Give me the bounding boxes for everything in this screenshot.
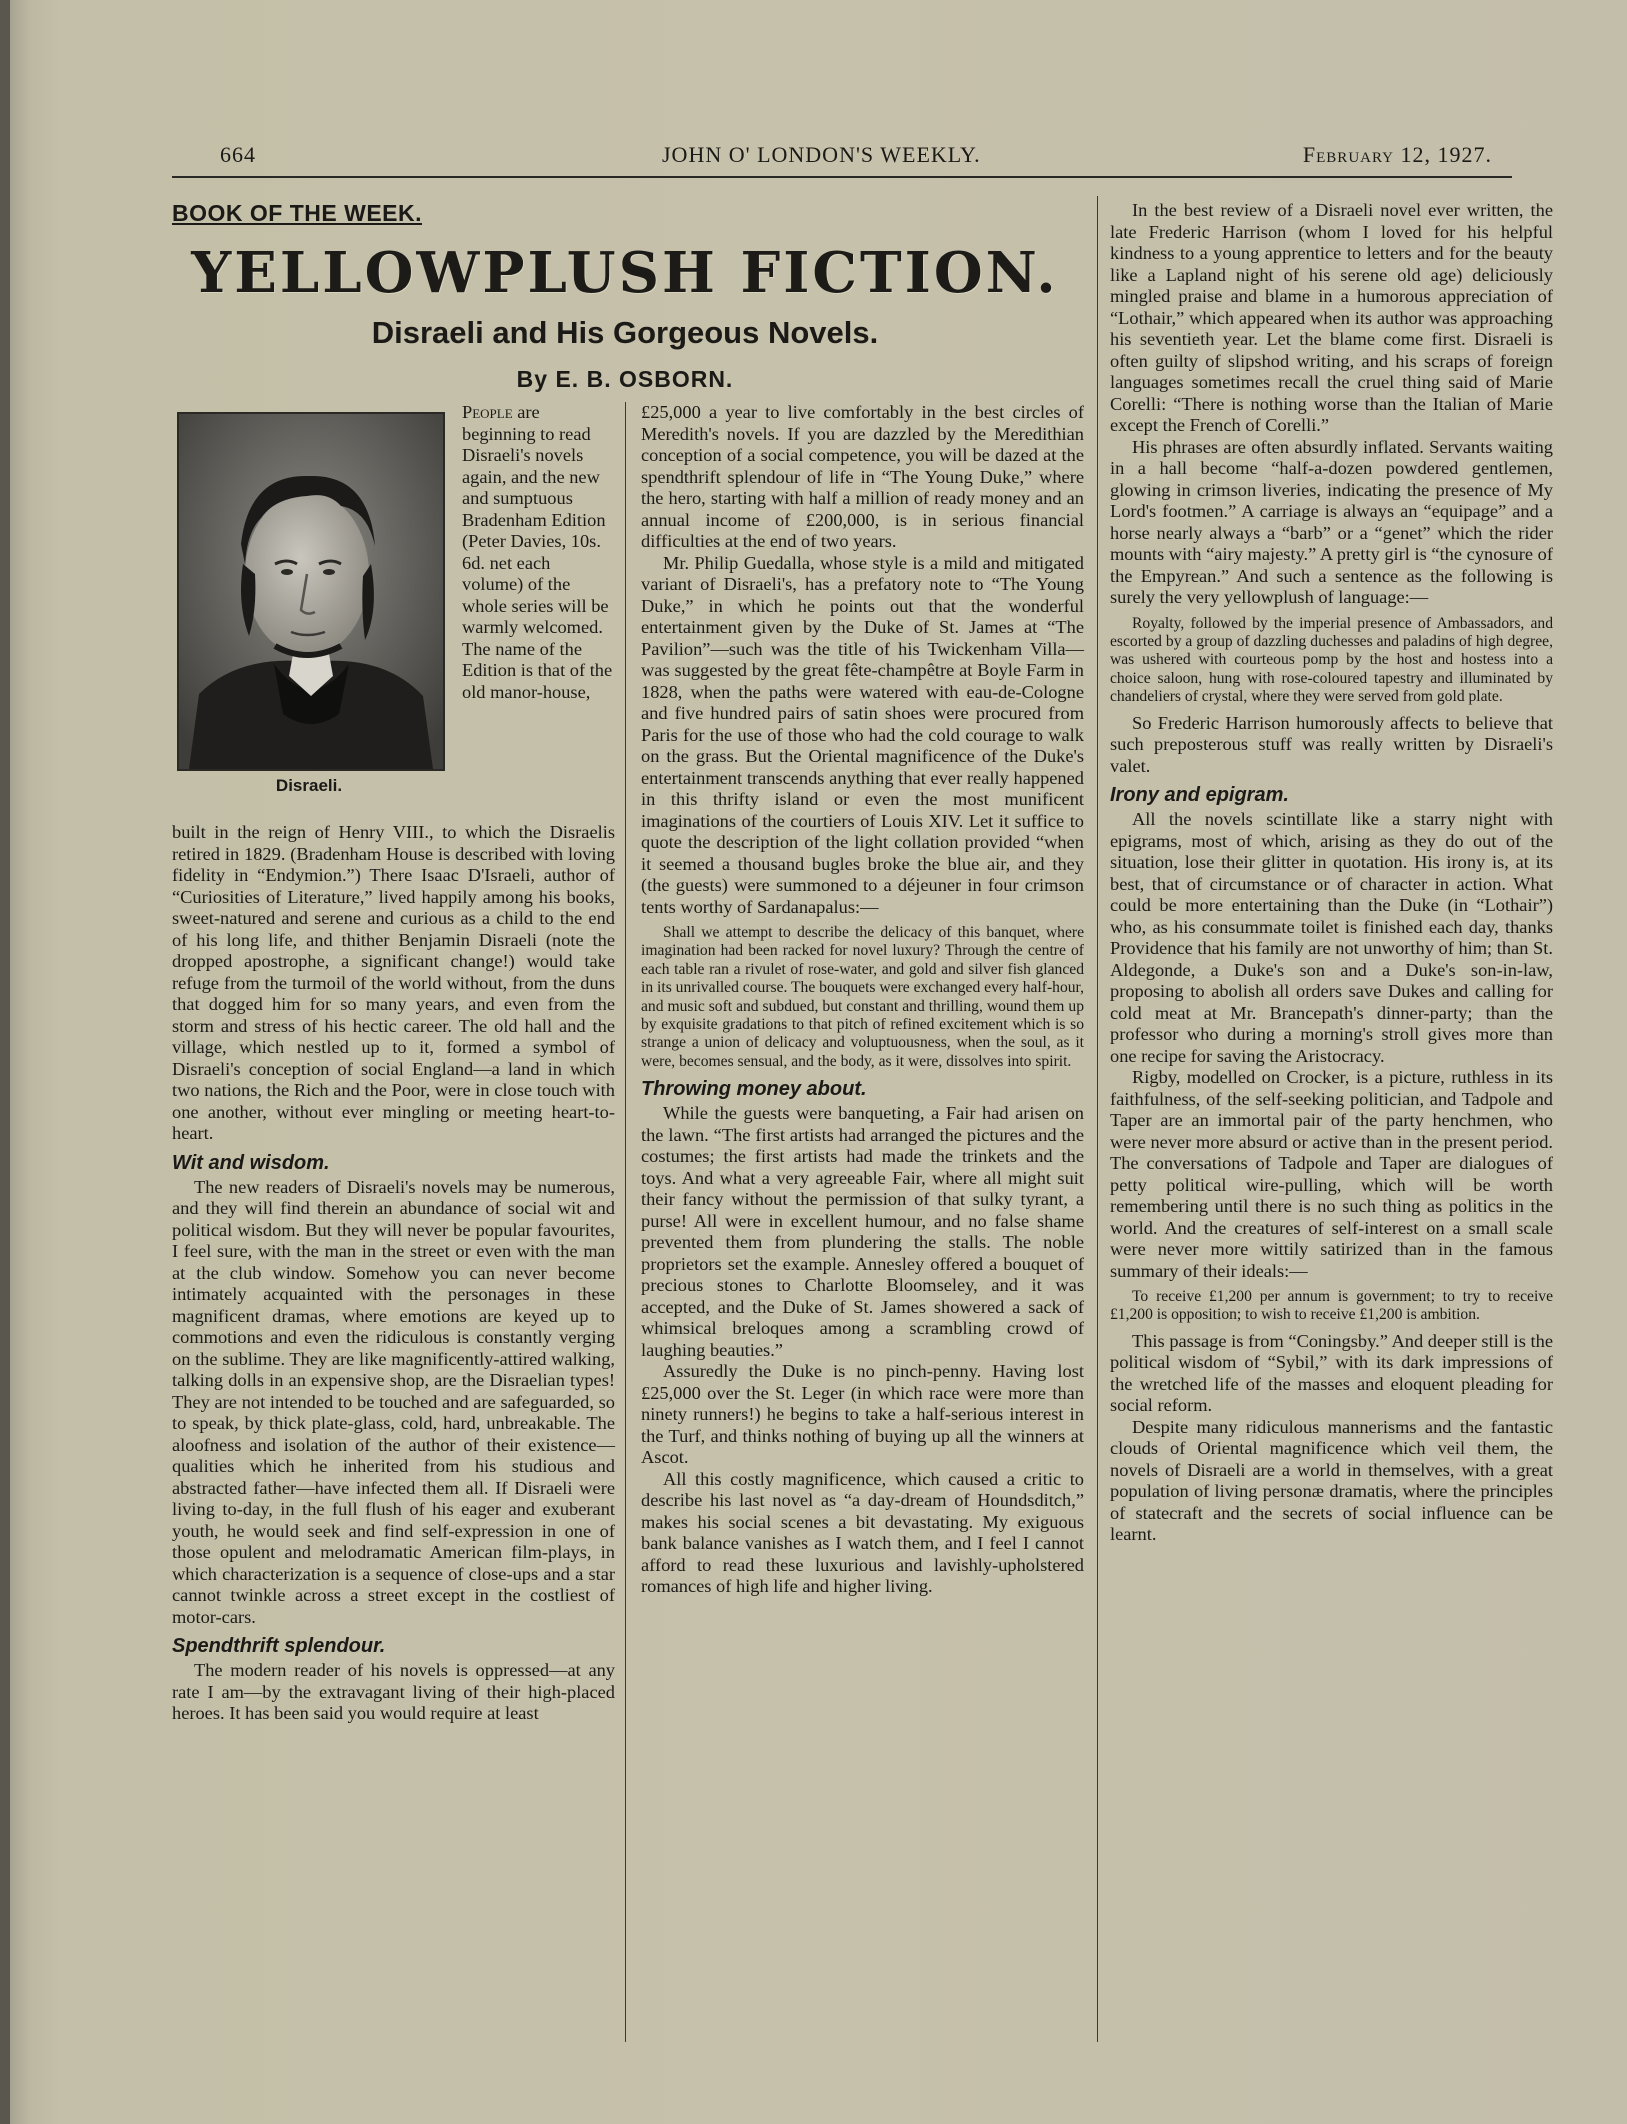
body-paragraph: So Frederic Harrison humorously affects to believe that such preposterous stuff was really written by Disraeli's valet. [1110, 712, 1553, 776]
body-paragraph: £25,000 a year to live comfortably in the best circles of Meredith's novels. If you are dazzled by the Meredithian conception of a social competence, you will be dazed at the spendthrift splendour of life in “The Young Duke,” where the hero, starting with half a million of ready money and an annual income of £200,000, is in serious financial difficulties at the end of two years. [641, 402, 1084, 551]
body-paragraph: All the novels scintillate like a starry night with epigrams, most of which, arising as they do out of the situation, lose their glitter in quotation. His irony is, at its best, that of circumstance or of character in action. What could be more entertaining than the Duke (in “Lothair”) who, as his consummate toilet is finished each day, thanks Providence that his family are not unworthy of him; than St. Aldegonde, a Duke's son and a Duke's son-in-law, proposing to abolish all orders save Dukes and calling for cold meat at Mr. Brancepath's dinner-party; than the professor who during a morning's stroll gives more than one recipe for saving the Aristocracy. [1110, 809, 1553, 1066]
block-quote: To receive £1,200 per annum is government; to try to receive £1,200 is opposition; to wish to receive £1,200 is ambition. [1110, 1288, 1553, 1324]
issue-date: February 12, 1927. [1302, 142, 1492, 167]
running-header [172, 140, 1512, 174]
section-subheading: Irony and epigram. [1110, 784, 1289, 807]
section-subheading: Spendthrift splendour. [172, 1635, 386, 1657]
portrait-engraving [179, 414, 443, 769]
body-paragraph: In the best review of a Disraeli novel ever written, the late Frederic Harrison (whom I loved for his helpful kindness to a young apprentice to letters and for the beauty like a Lapland night of his serene old age) deliciously mingled praise and blame in a humorous appreciation of “Lothair,” which appeared when its author was approaching his seventieth year. Let the blame come first. Disraeli is often guilty of slipshod writing, and his scraps of foreign languages sometimes recall the cruel thing said of Marie Corelli: “There is nothing worse than the Italian of Marie except the French of Corelli.” [1110, 200, 1553, 435]
body-paragraph: Despite many ridiculous mannerisms and the fantastic clouds of Oriental magnificence which veil them, the novels of Disraeli are a world in themselves, with a great population of living personæ dramatis, where the principles of statecraft and the secrets of social influence can be learnt. [1110, 1416, 1553, 1545]
section-subheading: Throwing money about. [641, 1078, 867, 1101]
column-rule-2 [1097, 196, 1098, 2042]
body-paragraph: This passage is from “Coningsby.” And deeper still is the political wisdom of “Sybil,” with its dark impressions of the wretched life of the masses and eloquent pleading for social reform. [1110, 1330, 1553, 1416]
article-column-1 [172, 822, 615, 1725]
article-title: YELLOWPLUSH FICTION. [191, 240, 1059, 306]
page-binding-edge [0, 0, 10, 2124]
intro-paragraph [462, 402, 615, 703]
section-subheading: Wit and wisdom. [172, 1151, 330, 1174]
body-paragraph: Rigby, modelled on Crocker, is a picture, ruthless in its faithfulness, of the self-seeking politician, and Tadpole and Taper are an immortal pair of the party henchmen, who were never more absurd or active than in the present period. The conversations of Tadpole and Taper are dialogues of petty political wire-pulling, which will be worth remembering until there is no such thing as politics in the world. And the creatures of self-interest on a small scale were never more wittily satirized than in the famous summary of their ideals:— [1110, 1067, 1553, 1281]
body-paragraph: His phrases are often absurdly inflated. Servants waiting in a hall become “half-a-dozen powdered gentlemen, glowing in crimson liveries, indicating the presence of My Lord's footmen.” A carriage is always an “equipage” and a horse nearly always a “barb” or a “genet” which the rider mounts with “airy majesty.” A pretty girl is “the cynosure of the Empyrean.” And such a sentence as the following is surely the very yellowplush of language:— [1110, 436, 1553, 607]
body-paragraph: Mr. Philip Guedalla, whose style is a mild and mitigated variant of Disraeli's, has a prefatory note to “The Young Duke,” in which he points out that the wonderful entertainment given by the Duke of St. James at “The Pavilion”—such was the title of his Twickenham Villa—was suggested by the great fête-champêtre at Boyle Farm in 1828, when the paths were watered with eau-de-Cologne and five hundred pairs of satin shoes were procured from Paris for the use of those who had the cold courage to walk on the grass. But the Oriental magnificence of the Duke's entertainment transcends anything that ever really happened in this thrifty island or even the most munificent imaginations of the courtiers of Louis XIV. Let it suffice to quote the description of the light collation provided “when it seemed a thousand bugles broke the blue air, and they (the guests) were summoned to a déjeuner in four crimson tents worthy of Sardanapalus:— [641, 552, 1084, 917]
article-column-2 [641, 402, 1084, 1598]
article-byline: By E. B. OSBORN. [516, 366, 734, 392]
intro-text: are beginning to read Disraeli's novels again, and the new and sumptuous Bradenham Edition (Peter Davies, 10s. 6d. net each volume) of the whole series will be warmly welcomed. The name of the Edition is that of the old manor-house, [462, 402, 613, 702]
column-rule-1 [625, 402, 626, 2042]
portrait-caption: Disraeli. [275, 776, 343, 795]
header-rule [172, 176, 1512, 178]
section-kicker: BOOK OF THE WEEK. [172, 200, 422, 226]
intro-beside-portrait [462, 402, 615, 703]
masthead: JOHN O' LONDON'S WEEKLY. [662, 142, 981, 167]
article-subtitle: Disraeli and His Gorgeous Novels. [371, 315, 879, 350]
body-paragraph: While the guests were banqueting, a Fair had arisen on the lawn. “The first artists had arranged the pictures and the costumes; the first artists had made the trinkets and the toys. And what a very agreeable Fair, where all might suit their fancy without the permission of that sulky tyrant, a purse! All were in excellent humour, and no false shame prevented them from plundering the stalls. The noble proprietors set the example. Annesley offered a bouquet of precious stones to Charlotte Bloomseley, and it was accepted, and the Duke of St. James showered a sack of whimsical breloques among a scrambling crowd of laughing beauties.” [641, 1103, 1084, 1360]
article-column-3 [1110, 200, 1553, 1546]
disraeli-portrait [177, 412, 445, 771]
intro-lead-word: People [462, 402, 513, 422]
body-paragraph: The new readers of Disraeli's novels may be numerous, and they will find therein an abundance of social wit and political wisdom. But they will never be popular favourites, I feel sure, with the man in the street or even with the man at the club window. Somehow you can never become intimately acquainted with the personages in these magnificent dramas, where emotions are keyed up to commotions and even the ridiculous is constantly verging on the sublime. They are like magnificently-attired walking, talking dolls in an expensive shop, are the Disraelian types! They are not intended to be touched and are safeguarded, so to speak, by thick plate-glass, cold, hard, unbreakable. The aloofness and isolation of the author of their existence—qualities which he inherited from his studious and abstracted father—have infected them all. If Disraeli were living to-day, in the full flush of his eager and exuberant youth, he would seek and find self-expression in one of those opulent and melodramatic American film-plays, in which characterization is a sequence of close-ups and a star cannot twinkle across a street except in the costliest of motor-cars. [172, 1176, 615, 1627]
body-paragraph: The modern reader of his novels is oppressed—at any rate I am—by the extravagant living of their high-placed heroes. It has been said you would require at least [172, 1660, 615, 1723]
body-paragraph: built in the reign of Henry VIII., to which the Disraelis retired in 1829. (Bradenham House is described with loving fidelity in “Endymion.”) There Isaac D'Israeli, author of “Curiosities of Literature,” lived happily among his books, sweet-natured and serene and curious as a child to the end of his long life, and thither Benjamin Disraeli (note the dropped apostrophe, a significant change!) would take refuge from the turmoil of the world without, from the duns that dogged him for so many years, and even from the storm and stress of his hectic career. The old hall and the village, which nestled up to it, formed a symbol of Disraeli's conception of social England—a land in which two nations, the Rich and the Poor, were in close touch with one another, without ever mingling or meeting heart-to-heart. [172, 822, 615, 1143]
page-number: 664 [220, 142, 256, 167]
block-quote: Shall we attempt to describe the delicacy of this banquet, where imagination had been racked for novel luxury? Through the centre of each table ran a rivulet of rose-water, and gold and silver fish glanced in its unrivalled course. The bouquets were exchanged every half-hour, and music soft and subdued, but constant and thrilling, wound them up by exquisite gradations to that pitch of refined excitement which is so strange a union of delicacy and voluptuousness, when the soul, as it were, becomes sensual, and the body, as it were, dissolves into spirit. [641, 924, 1084, 1070]
body-paragraph: Assuredly the Duke is no pinch-penny. Having lost £25,000 over the St. Leger (in which race were more than ninety runners!) he begins to take a half-serious interest in the Turf, and thinks nothing of buying up all the winners at Ascot. [641, 1361, 1084, 1468]
block-quote: Royalty, followed by the imperial presence of Ambassadors, and escorted by a group of dazzling duchesses and paladins of high degree, was ushered with courteous pomp by the host and hostess into a choice saloon, hung with rose-coloured tapestry and illuminated by chandeliers of crystal, where they were served from gold plate. [1110, 614, 1553, 706]
body-paragraph: All this costly magnificence, which caused a critic to describe his last novel as “a day-dream of Houndsditch,” makes his social scenes a bit devastating. My exiguous bank balance vanishes as I watch them, and I feel I cannot afford to read these luxurious and lavishly-upholstered romances of high life and higher living. [641, 1468, 1084, 1597]
